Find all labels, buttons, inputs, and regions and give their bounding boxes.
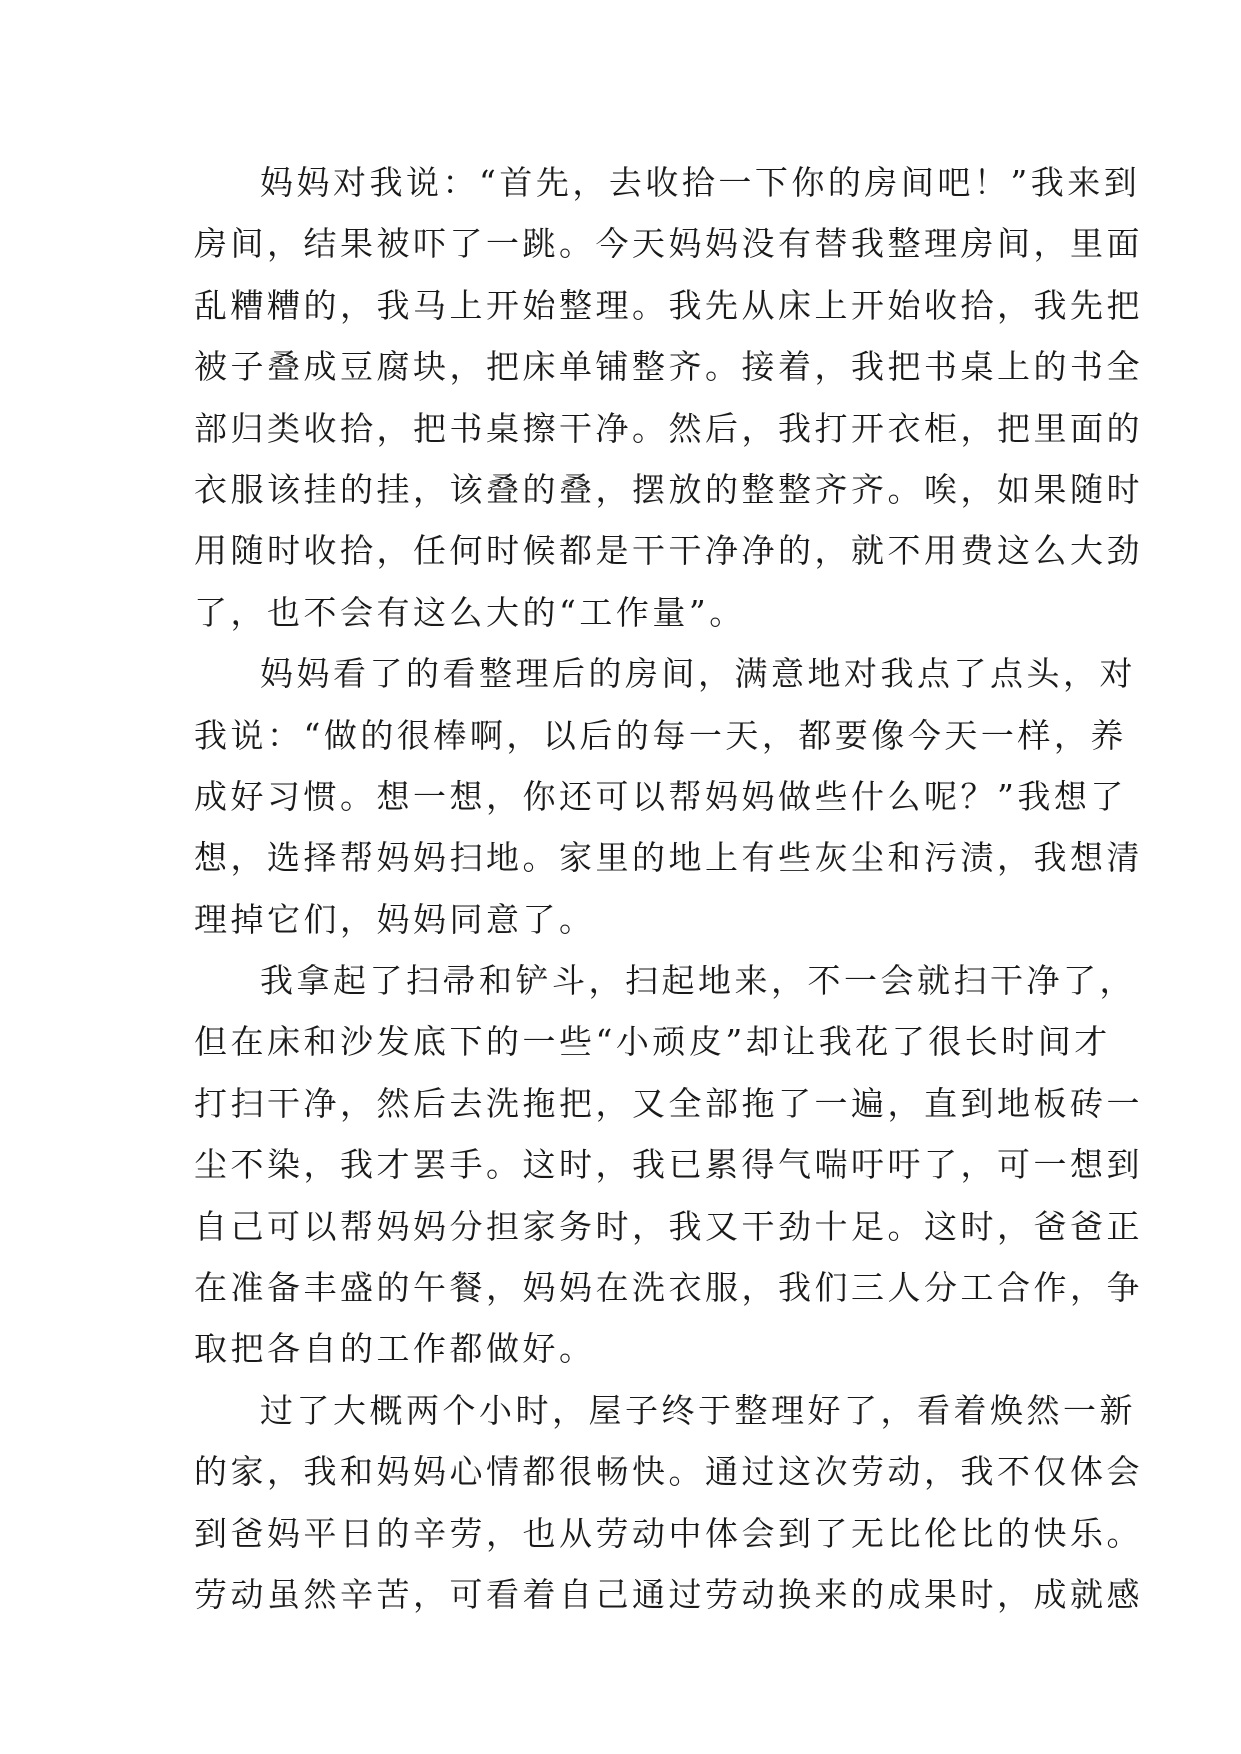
paragraph-4-line-1: 过了大概两个小时，屋子终于整理好了，看着焕然一新 <box>260 1390 1136 1430</box>
document-body <box>194 152 1143 1625</box>
paragraph-2-line-4: 想，选择帮妈妈扫地。家里的地上有些灰尘和污渍，我想清 <box>194 838 1143 878</box>
paragraph-1-line-1: 妈妈对我说：“首先，去收拾一下你的房间吧！”我来到 <box>260 163 1141 202</box>
paragraph-2-line-5: 理掉它们，妈妈同意了。 <box>194 899 596 939</box>
paragraph-1-line-7: 用随时收拾，任何时候都是干干净净的，就不用费这么大劲 <box>194 531 1143 571</box>
paragraph-1-line-6: 衣服该挂的挂，该叠的叠，摆放的整整齐齐。唉，如果随时 <box>194 469 1143 509</box>
paragraph-4-line-3: 到爸妈平日的辛劳，也从劳动中体会到了无比伦比的快乐。 <box>194 1513 1143 1553</box>
paragraph-3-line-6: 在准备丰盛的午餐，妈妈在洗衣服，我们三人分工合作，争 <box>194 1268 1143 1308</box>
paragraph-3-line-7: 取把各自的工作都做好。 <box>194 1329 596 1369</box>
paragraph-1-line-8: 了，也不会有这么大的“工作量”。 <box>194 592 746 632</box>
paragraph-3-line-3: 打扫干净，然后去洗拖把，又全部拖了一遍，直到地板砖一 <box>194 1083 1143 1123</box>
paragraph-2-line-1: 妈妈看了的看整理后的房间，满意地对我点了点头，对 <box>260 654 1136 694</box>
paragraph-4-line-4: 劳动虽然辛苦，可看着自己通过劳动换来的成果时，成就感 <box>194 1574 1143 1614</box>
paragraph-3-line-1: 我拿起了扫帚和铲斗，扫起地来，不一会就扫干净了， <box>260 961 1136 1001</box>
paragraph-1-line-2: 房间，结果被吓了一跳。今天妈妈没有替我整理房间，里面 <box>194 224 1143 264</box>
paragraph-3-line-2: 但在床和沙发底下的一些“小顽皮”却让我花了很长时间才 <box>194 1022 1111 1062</box>
paragraph-3-line-5: 自己可以帮妈妈分担家务时，我又干劲十足。这时，爸爸正 <box>194 1206 1143 1246</box>
paragraph-1-line-5: 部归类收拾，把书桌擦干净。然后，我打开衣柜，把里面的 <box>194 408 1143 448</box>
paragraph-1-line-4: 被子叠成豆腐块，把床单铺整齐。接着，我把书桌上的书全 <box>194 347 1143 387</box>
paragraph-2-line-2: 我说：“做的很棒啊，以后的每一天，都要像今天一样，养 <box>194 715 1127 755</box>
paragraph-3-line-4: 尘不染，我才罢手。这时，我已累得气喘吁吁了，可一想到 <box>194 1145 1143 1185</box>
paragraph-2-line-3: 成好习惯。想一想，你还可以帮妈妈做些什么呢？”我想了 <box>194 776 1127 816</box>
paragraph-4-line-2: 的家，我和妈妈心情都很畅快。通过这次劳动，我不仅体会 <box>194 1452 1143 1492</box>
paragraph-1-line-3: 乱糟糟的，我马上开始整理。我先从床上开始收拾，我先把 <box>194 285 1143 325</box>
